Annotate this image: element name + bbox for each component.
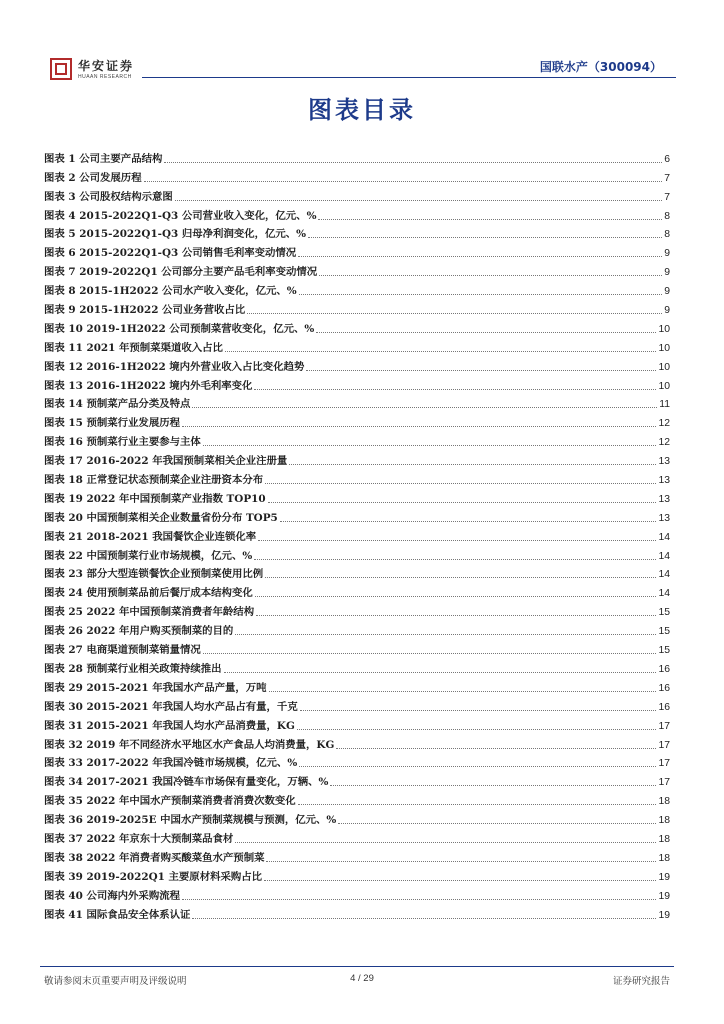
toc-dot-leader xyxy=(144,181,663,182)
toc-dot-leader xyxy=(318,219,662,220)
toc-entry-page[interactable]: 18 xyxy=(658,796,670,808)
toc-entry-page[interactable]: 13 xyxy=(658,493,670,505)
toc-entry-page[interactable]: 13 xyxy=(658,456,670,468)
toc-entry[interactable] xyxy=(44,411,670,430)
toc-dot-leader xyxy=(280,521,657,522)
toc-dot-leader xyxy=(297,729,657,730)
toc-entry-label[interactable]: 图表 13 2016-1H2022 境内外毛利率变化 xyxy=(44,379,253,392)
toc-entry[interactable] xyxy=(44,355,670,374)
footer-report-type: 证券研究报告 xyxy=(612,976,670,987)
toc-entry-label[interactable]: 图表 20 中国预制菜相关企业数量省份分布 TOP5 xyxy=(44,511,278,524)
toc-entry[interactable] xyxy=(44,336,670,355)
toc-entry-page[interactable]: 14 xyxy=(658,550,670,562)
toc-dot-leader xyxy=(247,313,662,314)
page-header xyxy=(48,54,676,88)
toc-entry-label[interactable]: 图表 11 2021 年预制菜渠道收入占比 xyxy=(44,341,223,354)
toc-dot-leader xyxy=(256,615,656,616)
toc-entry-page[interactable]: 19 xyxy=(658,871,670,883)
toc-dot-leader xyxy=(300,710,657,711)
toc-entry[interactable] xyxy=(44,846,670,865)
toc-entry-page[interactable]: 13 xyxy=(658,512,670,524)
toc-entry[interactable] xyxy=(44,468,670,487)
toc-dot-leader xyxy=(225,351,657,352)
toc-entry-page[interactable]: 9 xyxy=(664,286,670,298)
toc-entry-page[interactable]: 7 xyxy=(664,191,670,203)
toc-entry-page[interactable]: 13 xyxy=(658,475,670,487)
footer-divider xyxy=(40,966,674,967)
toc-entry-page[interactable]: 17 xyxy=(658,758,670,770)
toc-dot-leader xyxy=(164,162,662,163)
toc-entry-label[interactable]: 图表 37 2022 年京东十大预制菜品食材 xyxy=(44,832,234,845)
toc-entry[interactable] xyxy=(44,770,670,789)
header-divider xyxy=(142,77,676,78)
toc-dot-leader xyxy=(306,370,656,371)
figure-toc-list xyxy=(44,147,670,922)
toc-dot-leader xyxy=(203,653,657,654)
toc-entry-page[interactable]: 14 xyxy=(658,531,670,543)
toc-entry-page[interactable]: 9 xyxy=(664,248,670,260)
toc-entry[interactable] xyxy=(44,884,670,903)
toc-entry-label[interactable]: 图表 36 2019-2025E 中国水产预制菜规模与预测，亿元、% xyxy=(44,814,337,827)
toc-entry[interactable] xyxy=(44,638,670,657)
toc-dot-leader xyxy=(266,861,656,862)
toc-entry[interactable] xyxy=(44,279,670,298)
toc-entry[interactable] xyxy=(44,827,670,846)
toc-entry-label[interactable]: 图表 32 2019 年不同经济水平地区水产食品人均消费量，KG xyxy=(44,738,335,751)
toc-entry[interactable] xyxy=(44,865,670,884)
toc-entry[interactable] xyxy=(44,317,670,336)
toc-entry-page[interactable]: 17 xyxy=(658,739,670,751)
toc-entry-label[interactable]: 图表 8 2015-1H2022 公司水产收入变化，亿元、% xyxy=(44,285,297,298)
toc-entry-page[interactable]: 8 xyxy=(664,229,670,241)
toc-dot-leader xyxy=(235,634,656,635)
logo-subtext: HUAAN RESEARCH xyxy=(78,74,132,80)
toc-entry-label[interactable]: 图表 7 2019-2022Q1 公司部分主要产品毛利率变动情况 xyxy=(44,266,318,279)
toc-dot-leader xyxy=(254,559,656,560)
toc-dot-leader xyxy=(268,502,657,503)
toc-entry-label[interactable]: 图表 41 国际食品安全体系认证 xyxy=(44,908,191,921)
toc-entry-label[interactable]: 图表 31 2015-2021 年我国人均水产品消费量，KG xyxy=(44,719,295,732)
toc-entry-page[interactable]: 12 xyxy=(658,437,670,449)
toc-dot-leader xyxy=(235,842,656,843)
toc-entry-page[interactable]: 10 xyxy=(658,380,670,392)
toc-entry[interactable] xyxy=(44,676,670,695)
toc-dot-leader xyxy=(258,540,656,541)
toc-entry-page[interactable]: 16 xyxy=(658,663,670,675)
toc-entry-label[interactable]: 图表 38 2022 年消费者购买酸菜鱼水产预制菜 xyxy=(44,851,265,864)
toc-dot-leader xyxy=(182,426,656,427)
toc-entry-label[interactable]: 图表 1 公司主要产品结构 xyxy=(44,152,163,165)
toc-entry[interactable] xyxy=(44,657,670,676)
toc-entry-label[interactable]: 图表 6 2015-2022Q1-Q3 公司销售毛利率变动情况 xyxy=(44,247,297,260)
toc-entry[interactable] xyxy=(44,449,670,468)
toc-dot-leader xyxy=(316,332,656,333)
toc-entry-label[interactable]: 图表 39 2019-2022Q1 主要原材料采购占比 xyxy=(44,870,263,883)
toc-dot-leader xyxy=(319,275,662,276)
toc-entry-page[interactable]: 10 xyxy=(658,361,670,373)
toc-entry[interactable] xyxy=(44,544,670,563)
toc-entry[interactable] xyxy=(44,204,670,223)
toc-entry[interactable] xyxy=(44,619,670,638)
toc-dot-leader xyxy=(299,294,663,295)
toc-entry-page[interactable]: 17 xyxy=(658,720,670,732)
toc-entry-page[interactable]: 18 xyxy=(658,852,670,864)
toc-dot-leader xyxy=(224,672,657,673)
toc-dot-leader xyxy=(175,200,662,201)
toc-entry-label[interactable]: 图表 5 2015-2022Q1-Q3 归母净利润变化，亿元、% xyxy=(44,228,307,241)
toc-entry-label[interactable]: 图表 28 预制菜行业相关政策持续推出 xyxy=(44,662,222,675)
toc-entry-label[interactable]: 图表 15 预制菜行业发展历程 xyxy=(44,417,180,430)
toc-dot-leader xyxy=(336,748,656,749)
toc-dot-leader xyxy=(182,899,656,900)
toc-entry-page[interactable]: 8 xyxy=(664,210,670,222)
toc-entry-label[interactable]: 图表 16 预制菜行业主要参与主体 xyxy=(44,436,201,449)
toc-entry-label[interactable]: 图表 19 2022 年中国预制菜产业指数 TOP10 xyxy=(44,492,266,505)
toc-entry[interactable] xyxy=(44,808,670,827)
toc-entry-label[interactable]: 图表 26 2022 年用户购买预制菜的目的 xyxy=(44,625,234,638)
toc-entry-label[interactable]: 图表 4 2015-2022Q1-Q3 公司营业收入变化，亿元、% xyxy=(44,209,317,222)
toc-dot-leader xyxy=(289,464,656,465)
toc-entry-page[interactable]: 9 xyxy=(664,267,670,279)
toc-entry[interactable] xyxy=(44,241,670,260)
toc-entry[interactable] xyxy=(44,581,670,600)
toc-entry-label[interactable]: 图表 10 2019-1H2022 公司预制菜营收变化，亿元、% xyxy=(44,322,315,335)
toc-entry-label[interactable]: 图表 23 部分大型连锁餐饮企业预制菜使用比例 xyxy=(44,568,264,581)
toc-entry-label[interactable]: 图表 33 2017-2022 年我国冷链市场规模，亿元、% xyxy=(44,757,298,770)
toc-entry-label[interactable]: 图表 24 使用预制菜品前后餐厅成本结构变化 xyxy=(44,587,253,600)
toc-entry-page[interactable]: 15 xyxy=(658,626,670,638)
toc-entry[interactable] xyxy=(44,374,670,393)
toc-dot-leader xyxy=(265,483,656,484)
toc-dot-leader xyxy=(192,407,657,408)
toc-dot-leader xyxy=(255,596,657,597)
toc-entry-page[interactable]: 19 xyxy=(658,909,670,921)
toc-entry-label[interactable]: 图表 30 2015-2021 年我国人均水产品占有量，千克 xyxy=(44,700,298,713)
toc-entry[interactable] xyxy=(44,752,670,771)
toc-dot-leader xyxy=(338,823,656,824)
toc-entry[interactable] xyxy=(44,260,670,279)
toc-entry-page[interactable]: 16 xyxy=(658,682,670,694)
toc-entry-label[interactable]: 图表 21 2018-2021 我国餐饮企业连锁化率 xyxy=(44,530,257,543)
toc-entry[interactable] xyxy=(44,600,670,619)
logo-text: 华安证券 xyxy=(78,59,135,73)
toc-dot-leader xyxy=(299,766,656,767)
company-name: 国联水产（300094） xyxy=(539,60,662,74)
toc-dot-leader xyxy=(269,691,657,692)
toc-entry-page[interactable]: 11 xyxy=(659,399,670,411)
toc-entry-label[interactable]: 图表 29 2015-2021 年我国水产品产量，万吨 xyxy=(44,681,267,694)
toc-entry-page[interactable]: 19 xyxy=(658,890,670,902)
toc-entry[interactable] xyxy=(44,789,670,808)
toc-entry-page[interactable]: 16 xyxy=(658,701,670,713)
toc-entry-page[interactable]: 10 xyxy=(658,342,670,354)
toc-entry-label[interactable]: 图表 18 正常登记状态预制菜企业注册资本分布 xyxy=(44,474,264,487)
toc-entry-label[interactable]: 图表 22 中国预制菜行业市场规模，亿元、% xyxy=(44,549,253,562)
toc-entry-page[interactable]: 6 xyxy=(664,153,670,165)
page-number: 4 / 29 xyxy=(350,973,374,984)
toc-entry-page[interactable]: 18 xyxy=(658,815,670,827)
toc-entry[interactable] xyxy=(44,695,670,714)
toc-entry[interactable] xyxy=(44,525,670,544)
toc-entry-page[interactable]: 15 xyxy=(658,645,670,657)
toc-entry[interactable] xyxy=(44,487,670,506)
toc-dot-leader xyxy=(330,785,656,786)
toc-entry-label[interactable]: 图表 2 公司发展历程 xyxy=(44,171,142,184)
toc-entry-label[interactable]: 图表 14 预制菜产品分类及特点 xyxy=(44,398,191,411)
page-title: 图表目录 xyxy=(308,96,416,124)
toc-entry[interactable] xyxy=(44,714,670,733)
toc-entry-label[interactable]: 图表 35 2022 年中国水产预制菜消费者消费次数变化 xyxy=(44,795,296,808)
toc-entry[interactable] xyxy=(44,563,670,582)
toc-dot-leader xyxy=(308,237,662,238)
toc-dot-leader xyxy=(298,804,657,805)
toc-entry-label[interactable]: 图表 27 电商渠道预制菜销量情况 xyxy=(44,644,201,657)
toc-dot-leader xyxy=(298,256,662,257)
toc-entry-label[interactable]: 图表 17 2016-2022 年我国预制菜相关企业注册量 xyxy=(44,455,288,468)
toc-entry[interactable] xyxy=(44,223,670,242)
toc-entry[interactable] xyxy=(44,430,670,449)
toc-entry[interactable] xyxy=(44,903,670,922)
toc-entry-page[interactable]: 10 xyxy=(658,323,670,335)
toc-dot-leader xyxy=(254,389,656,390)
toc-dot-leader xyxy=(264,880,656,881)
toc-entry-page[interactable]: 14 xyxy=(658,588,670,600)
toc-entry-page[interactable]: 15 xyxy=(658,607,670,619)
toc-entry-label[interactable]: 图表 34 2017-2021 我国冷链车市场保有量变化，万辆、% xyxy=(44,776,329,789)
toc-entry[interactable] xyxy=(44,733,670,752)
toc-entry[interactable] xyxy=(44,506,670,525)
toc-entry[interactable] xyxy=(44,147,670,166)
toc-entry-label[interactable]: 图表 3 公司股权结构示意图 xyxy=(44,190,173,203)
toc-entry-page[interactable]: 9 xyxy=(664,305,670,317)
toc-entry[interactable] xyxy=(44,393,670,412)
toc-entry[interactable] xyxy=(44,298,670,317)
toc-entry[interactable] xyxy=(44,166,670,185)
toc-entry-page[interactable]: 14 xyxy=(658,569,670,581)
toc-dot-leader xyxy=(203,445,657,446)
toc-entry-page[interactable]: 17 xyxy=(658,777,670,789)
toc-entry-page[interactable]: 18 xyxy=(658,833,670,845)
toc-dot-leader xyxy=(192,918,656,919)
toc-entry-label[interactable]: 图表 9 2015-1H2022 公司业务营收占比 xyxy=(44,304,246,317)
toc-entry[interactable] xyxy=(44,185,670,204)
huaan-logo-icon xyxy=(50,58,72,80)
footer-disclaimer: 敬请参阅末页重要声明及评级说明 xyxy=(44,976,187,987)
toc-entry-label[interactable]: 图表 40 公司海内外采购流程 xyxy=(44,889,180,902)
toc-entry-page[interactable]: 7 xyxy=(664,172,670,184)
toc-entry-label[interactable]: 图表 25 2022 年中国预制菜消费者年龄结构 xyxy=(44,606,255,619)
toc-dot-leader xyxy=(265,577,656,578)
toc-entry-label[interactable]: 图表 12 2016-1H2022 境内外营业收入占比变化趋势 xyxy=(44,360,305,373)
toc-entry-page[interactable]: 12 xyxy=(658,418,670,430)
